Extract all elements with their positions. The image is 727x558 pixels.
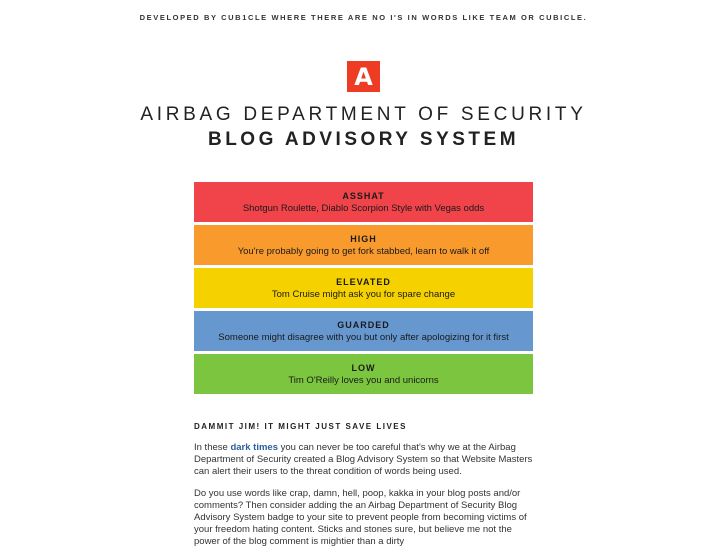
page-subtitle: BLOG ADVISORY SYSTEM <box>207 129 520 150</box>
level-description: Tom Cruise might ask you for spare change <box>271 288 456 300</box>
level-name: ELEVATED <box>336 276 391 287</box>
level-name: HIGH <box>350 233 377 244</box>
level-description: Someone might disagree with you but only after apologizing for it first <box>218 331 509 343</box>
dark-times-link[interactable]: dark times <box>230 442 278 453</box>
page-title: AIRBAG DEPARTMENT OF SECURITY <box>140 104 587 125</box>
level-name: GUARDED <box>337 319 390 330</box>
badge-paragraph: Do you use words like crap, damn, hell, poop, kakka in your blog posts and/or comments? Then consider adding the an Airbag Department of Security Blog Advisory System badge to your site to prevent people from becoming victims of your freedom hating content. Sticks and stones sure, but believe me not the power of the blog comment is mightier than a dirty <box>194 488 527 547</box>
section-heading: DAMMIT JIM! IT MIGHT JUST SAVE LIVES <box>194 422 407 431</box>
level-description: Tim O'Reilly loves you and unicorns <box>288 374 439 386</box>
level-low <box>194 354 533 394</box>
logo-letter: A <box>354 62 373 91</box>
level-name: LOW <box>351 362 376 373</box>
intro-paragraph <box>194 442 539 478</box>
level-name: ASSHAT <box>342 190 385 201</box>
info-section <box>194 421 539 558</box>
tagline: DEVELOPED BY CUB1CLE WHERE THERE ARE NO I'S IN WORDS LIKE TEAM OR CUBICLE. <box>139 13 588 22</box>
para-text: you can never be too careful that's why we at the Airbag Department of Security created a Blog Advisory System so that Website Masters can alert their users to the threat condition of words being used. <box>194 442 533 477</box>
level-description: Shotgun Roulette, Diablo Scorpion Style with Vegas odds <box>242 202 485 214</box>
para-text: In these <box>194 442 231 453</box>
level-description: You're probably going to get fork stabbed, learn to walk it off <box>237 245 490 257</box>
level-high <box>194 225 533 265</box>
level-guarded <box>194 311 533 351</box>
airbag-logo[interactable] <box>347 61 380 92</box>
level-asshat <box>194 182 533 222</box>
advisory-levels <box>194 182 533 397</box>
level-elevated <box>194 268 533 308</box>
